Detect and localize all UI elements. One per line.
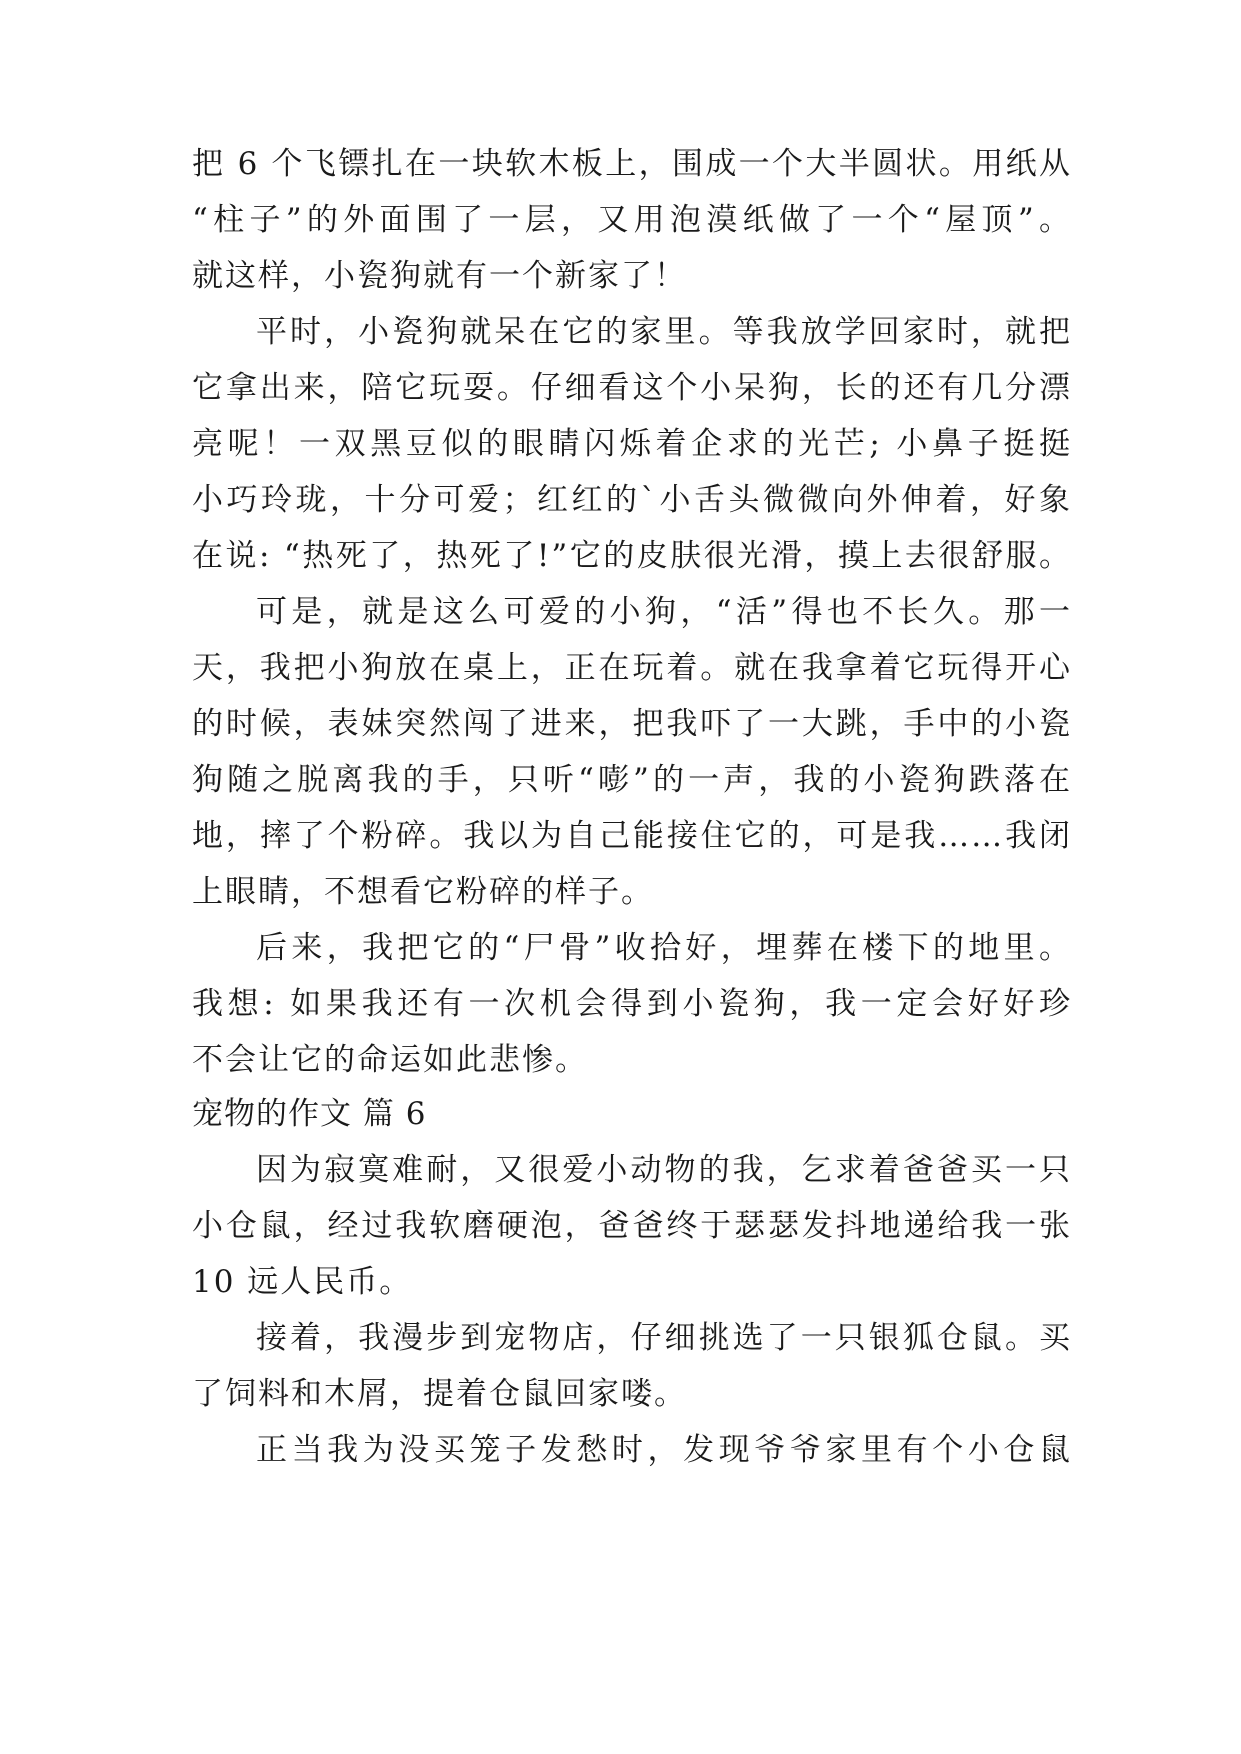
paragraph-line: 地，摔了个粉碎。我以为自己能接住它的，可是我……我闭 [192, 818, 1072, 854]
paragraph-line: 后来，我把它的“尸骨”收拾好，埋葬在楼下的地里。 [256, 930, 1072, 966]
paragraph-line: 小巧玲珑，十分可爱；红红的`小舌头微微向外伸着，好象 [192, 482, 1072, 518]
paragraph-line: 接着，我漫步到宠物店，仔细挑选了一只银狐仓鼠。买 [256, 1320, 1072, 1356]
paragraph-line: “柱子”的外面围了一层，又用泡漠纸做了一个“屋顶”。 [192, 202, 1072, 238]
paragraph-line: 我想: 如果我还有一次机会得到小瓷狗，我一定会好好珍 [192, 986, 1072, 1022]
paragraph-line: 上眼睛，不想看它粉碎的样子。 [192, 874, 654, 910]
paragraph-line: 可是，就是这么可爱的小狗，“活”得也不长久。那一 [256, 594, 1072, 630]
paragraph-line: 天，我把小狗放在桌上，正在玩着。就在我拿着它玩得开心 [192, 650, 1072, 686]
paragraph-line: 的时候，表妹突然闯了进来，把我吓了一大跳，手中的小瓷 [192, 706, 1072, 742]
paragraph-line: 它拿出来，陪它玩耍。仔细看这个小呆狗，长的还有几分漂 [192, 370, 1072, 406]
paragraph-line: 平时，小瓷狗就呆在它的家里。等我放学回家时，就把 [256, 314, 1072, 350]
paragraph-line: 亮呢！一双黑豆似的眼睛闪烁着企求的光芒; 小鼻子挺挺 [192, 426, 1072, 462]
paragraph-line: 了饲料和木屑，提着仓鼠回家喽。 [192, 1376, 687, 1412]
paragraph-line: 正当我为没买笼子发愁时，发现爷爷家里有个小仓鼠 [256, 1432, 1072, 1468]
paragraph-line: 把 6 个飞镖扎在一块软木板上，围成一个大半圆状。用纸从 [192, 146, 1072, 182]
section-heading: 宠物的作文 篇 6 [192, 1096, 427, 1132]
paragraph-line: 就这样，小瓷狗就有一个新家了！ [192, 258, 687, 294]
paragraph-line: 狗随之脱离我的手，只听“嘭”的一声，我的小瓷狗跌落在 [192, 762, 1072, 798]
paragraph-line: 小仓鼠，经过我软磨硬泡，爸爸终于瑟瑟发抖地递给我一张 [192, 1208, 1072, 1244]
paragraph-line: 在说: “热死了，热死了!”它的皮肤很光滑，摸上去很舒服。 [192, 538, 1072, 574]
paragraph-line: 不会让它的命运如此悲惨。 [192, 1042, 588, 1078]
paragraph-line: 因为寂寞难耐，又很爱小动物的我，乞求着爸爸买一只 [256, 1152, 1072, 1188]
paragraph-line: 10 远人民币。 [192, 1264, 413, 1300]
